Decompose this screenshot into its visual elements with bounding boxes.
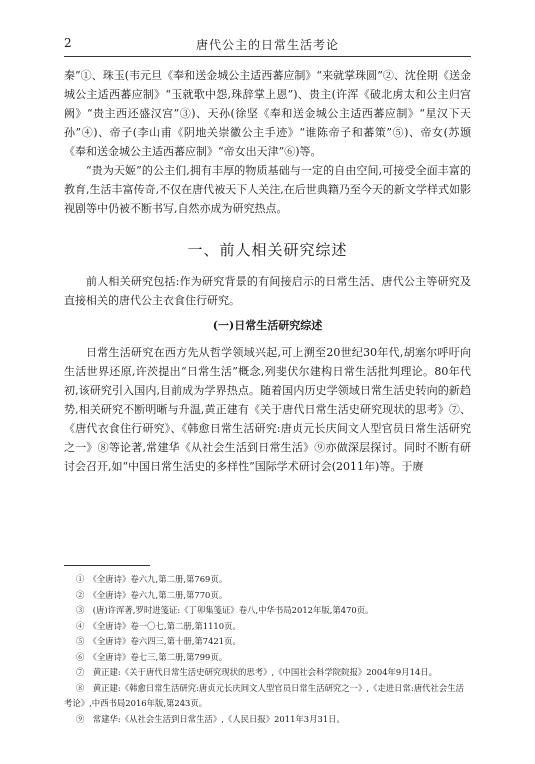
page-number: 2 [64, 36, 72, 50]
footnote: ③ (唐)许浑著,罗时进笺证:《丁卯集笺证》卷八,中华书局2012年版,第470页。 [76, 605, 374, 615]
running-header [64, 36, 471, 57]
footnote: ⑧ 黄正建:《韩愈日常生活研究:唐贞元长庆间文人型官员日常生活研究之一》,《走进日常:唐代社会生活考论》,中西书局2016年版,第243页。 [64, 682, 464, 708]
subsection-heading: (一)日常生活研究综述 [212, 319, 323, 332]
footnote: ⑥ 《全唐诗》卷七三,第二册,第799页。 [76, 651, 228, 662]
footnotes [64, 572, 471, 727]
footnote: ⑤ 《全唐诗》卷六四三,第十册,第7421页。 [76, 636, 241, 646]
running-title: 唐代公主的日常生活考论 [195, 38, 339, 52]
paragraph: “贵为天姬”的公主们,拥有丰厚的物质基础与一定的自由空间,可接受全面丰富的教育,生活丰富传奇,不仅在唐代被天下人关注,在后世典籍乃至今天的新文学样式如影视剧等中仍被不断书写,自然亦成为研究热点。 [64, 164, 471, 215]
footnote: ④ 《全唐诗》卷一〇七,第二册,第1110页。 [76, 620, 241, 631]
subsection-paragraph: 日常生活研究在西方先从哲学领域兴起,可上溯至20世纪30年代,胡塞尔呼吁向生活世界还原,许茨提出“日常生活”概念,列斐伏尔建构日常生活批判理论。80年代初,该研究引入国内,目前成为学界热点。随着国内历史学领域日常生活史转向的新趋势,相关研究不断明晰与升温,黄正建有《关于唐代日常生活史研究现状的思考》⑦、《唐代衣食住行研究》、《韩愈日常生活研究:唐贞元长庆间文人型官员日常生活研究之一》⑧等论著,常建华《从社会生活到日常生活》⑨亦做深层探讨。同时不断有研讨会召开,如“中国日常生活史的多样性”国际学术研讨会(2011年)等。于赓 [64, 346, 471, 473]
footnote: ② 《全唐诗》卷六九,第二册,第770页。 [76, 589, 228, 600]
main-text [64, 66, 471, 476]
footnote: ⑦ 黄正建:《关于唐代日常生活史研究现状的思考》,《中国社会科学院院报》2004年9月14日。 [76, 667, 438, 677]
footnote-divider [64, 565, 150, 566]
section-heading: 一、前人相关研究综述 [187, 241, 348, 259]
footnote: ① 《全唐诗》卷六九,第二册,第769页。 [76, 574, 228, 584]
footnote: ⑨ 常建华:《从社会生活到日常生活》,《人民日报》2011年3月31日。 [76, 713, 345, 724]
paragraph-continued: 秦”①、珠玉(韦元旦《奉和送金城公主适西蕃应制》“来就掌珠圆”②、沈佺期《送金城公主适西蕃应制》“玉就歌中怨,珠辞掌上恩”)、贵主(许浑《破北虏太和公主归宫阙》“贵主西还盛汉宫”③)、天孙(徐坚《奉和送金城公主适西蕃应制》“星汉下天孙”④)、帝子(李山甫《阴地关崇徽公主手迹》“谁陈帝子和蕃策”⑤)、帝女(苏颋《奉和送金城公主适西蕃应制》“帝女出天津”⑥)等。 [64, 69, 471, 158]
section-intro-paragraph: 前人相关研究包括:作为研究背景的有间接启示的日常生活、唐代公主等研究及直接相关的唐代公主衣食住行研究。 [64, 275, 471, 307]
